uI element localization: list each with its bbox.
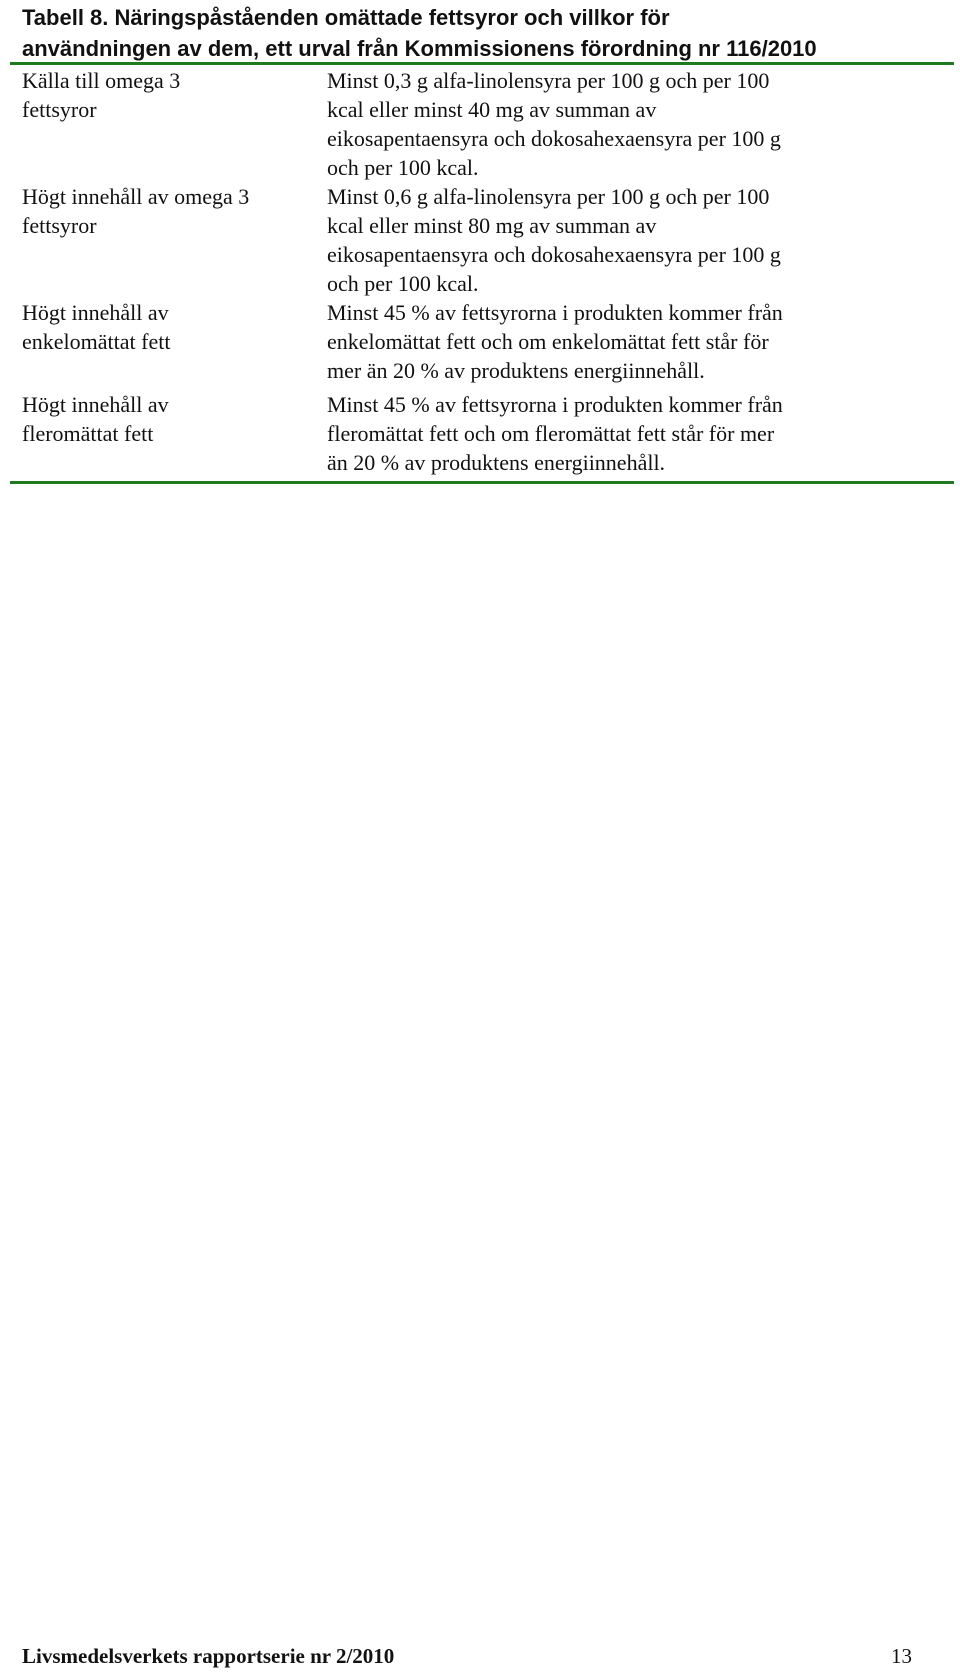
condition-text: mer än 20 % av produktens energiinnehåll. — [327, 358, 705, 383]
condition-cell — [327, 66, 781, 182]
claim-text: Högt innehåll av omega 3 — [22, 184, 250, 209]
claim-cell — [22, 182, 249, 240]
condition-text: Minst 0,6 g alfa-linolensyra per 100 g och per 100 — [327, 184, 770, 209]
condition-text: och per 100 kcal. — [327, 271, 479, 296]
claim-text: Källa till omega 3 — [22, 68, 181, 93]
table-title-line-2: användningen av dem, ett urval från Kommissionens förordning nr 116/2010 — [22, 36, 817, 61]
claim-cell — [22, 298, 170, 356]
table-bottom-rule — [10, 481, 954, 484]
page-footer — [22, 1644, 912, 1669]
claim-text: Högt innehåll av — [22, 392, 169, 417]
condition-text: eikosapentaensyra och dokosahexaensyra per 100 g — [327, 126, 781, 151]
condition-cell — [327, 298, 783, 385]
claim-cell — [22, 66, 180, 124]
condition-text: och per 100 kcal. — [327, 155, 479, 180]
condition-text: kcal eller minst 80 mg av summan av — [327, 213, 657, 238]
header-rule — [10, 62, 954, 65]
report-series: Livsmedelsverkets rapportserie nr 2/2010 — [22, 1644, 395, 1668]
table-title-line-1: Tabell 8. Näringspåståenden omättade fettsyror och villkor för — [22, 5, 670, 30]
condition-text: kcal eller minst 40 mg av summan av — [327, 97, 657, 122]
claim-text: fleromättat fett — [22, 421, 154, 446]
claim-text: Högt innehåll av — [22, 300, 169, 325]
table-title — [22, 2, 817, 64]
page-number: 13 — [891, 1644, 912, 1668]
condition-text: Minst 0,3 g alfa-linolensyra per 100 g och per 100 — [327, 68, 770, 93]
condition-text: Minst 45 % av fettsyrorna i produkten kommer från — [327, 392, 783, 417]
claim-cell — [22, 390, 169, 448]
condition-cell — [327, 182, 781, 298]
claim-text: fettsyror — [22, 213, 97, 238]
condition-text: än 20 % av produktens energiinnehåll. — [327, 450, 666, 475]
condition-text: eikosapentaensyra och dokosahexaensyra per 100 g — [327, 242, 781, 267]
claim-text: fettsyror — [22, 97, 97, 122]
condition-text: fleromättat fett och om fleromättat fett står för mer — [327, 421, 775, 446]
condition-text: Minst 45 % av fettsyrorna i produkten kommer från — [327, 300, 783, 325]
condition-text: enkelomättat fett och om enkelomättat fett står för — [327, 329, 769, 354]
claim-text: enkelomättat fett — [22, 329, 171, 354]
condition-cell — [327, 390, 783, 477]
